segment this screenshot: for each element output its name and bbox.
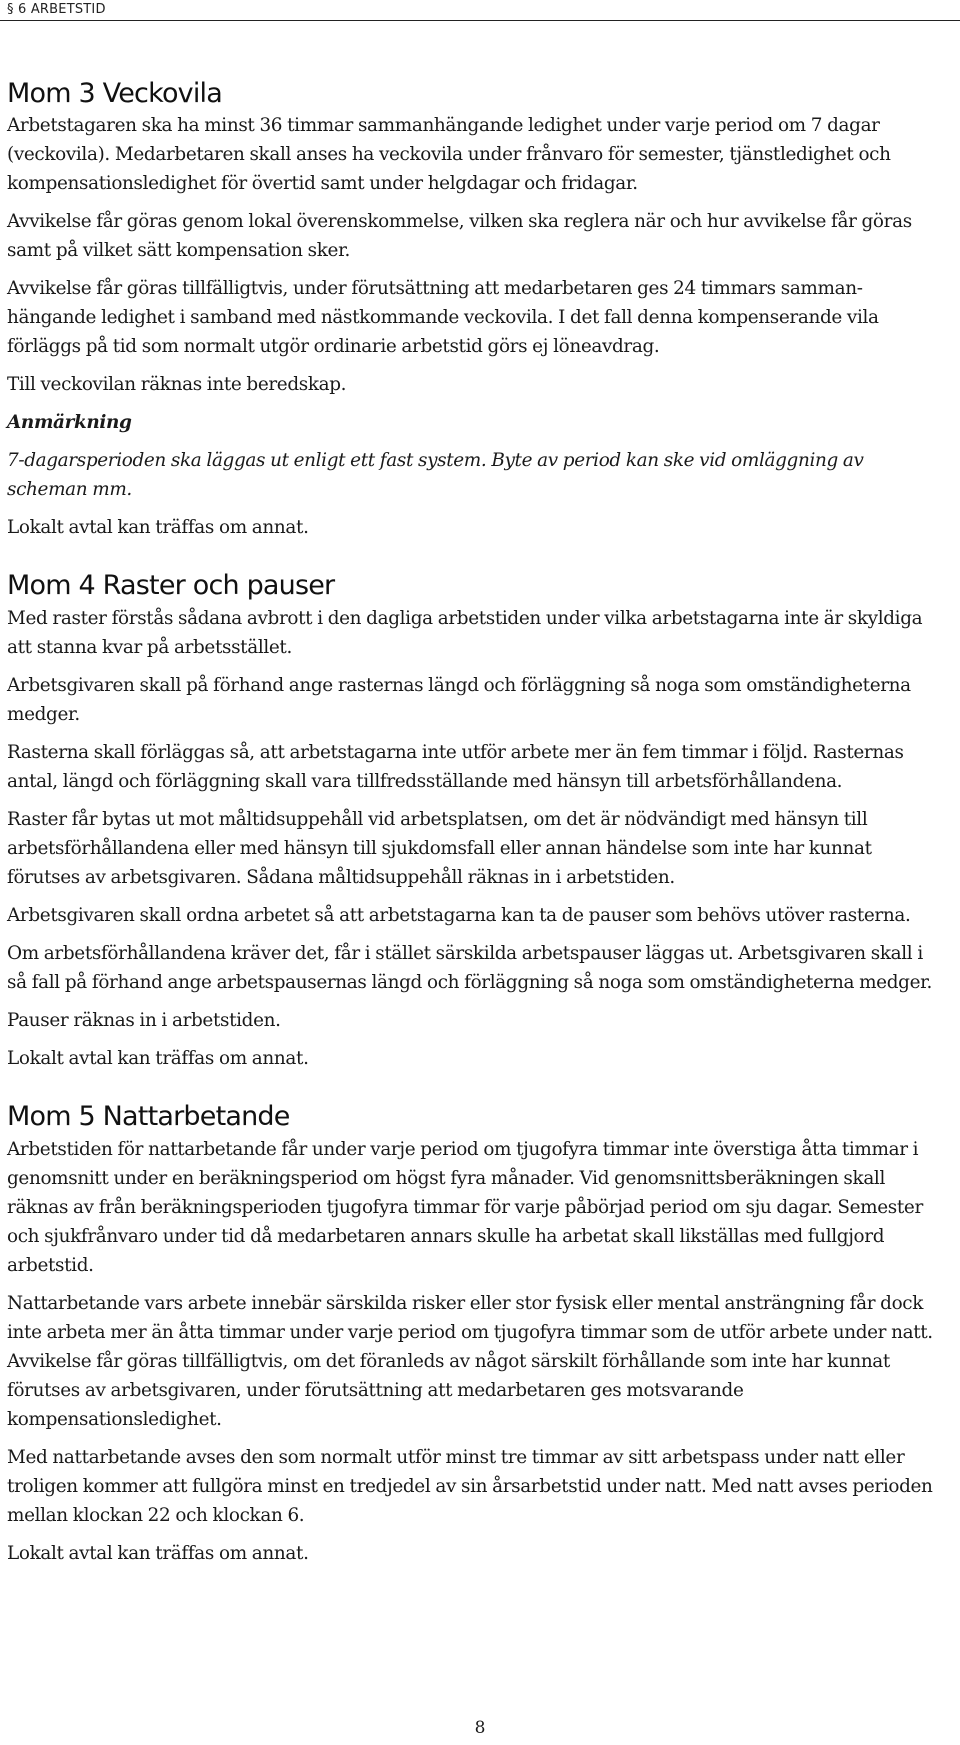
paragraph: Arbetstiden för nattarbetande får under varje period om tjugofyra timmar inte överstiga åtta timmar i genomsnitt under en beräkningsperiod om högst fyra månader. Vid genomsnittsberäkningen skall räknas av från beräkningsperioden tjugofyra timmar för varje påbörjad period om sju dagar. Semester och sjukfrånvaro under tid då medarbetaren annars skulle ha arbetat skall likställas med fullgjord arbetstid.	[7, 1139, 923, 1276]
paragraph: Rasterna skall förläggas så, att arbetstagarna inte utför arbete mer än fem timmar i följd. Rasternas antal, längd och förläggning skall vara tillfredsställande med hänsyn till arbetsförhållandena.	[7, 742, 904, 792]
page-number: 8	[474, 1718, 486, 1738]
section-mom-3	[7, 77, 934, 542]
paragraph: Om arbetsförhållandena kräver det, får i stället särskilda arbetspauser läggas ut. Arbetsgivaren skall i så fall på förhand ange arbetspausernas längd och förläggning så noga som omständigheterna medger.	[7, 943, 933, 993]
paragraph: Avvikelse får göras tillfälligtvis, under förutsättning att medarbetaren ges 24 timmars sammanhängande ledighet i samband med nästkommande veckovila. I det fall denna kompenserande vila förläggs på tid som normalt utgör ordinarie arbetstid görs ej löneavdrag.	[7, 278, 879, 357]
section-mom-5	[7, 1100, 934, 1568]
paragraph: Lokalt avtal kan träffas om annat.	[7, 517, 309, 538]
header-rule	[0, 20, 960, 21]
note-text: 7-dagarsperioden ska läggas ut enligt ett fast system. Byte av period kan ske vid omläggning av scheman mm.	[7, 450, 864, 500]
paragraph: Till veckovilan räknas inte beredskap.	[7, 374, 347, 395]
paragraph: Lokalt avtal kan träffas om annat.	[7, 1048, 309, 1069]
section-title-mom-4: Mom 4 Raster och pauser	[7, 570, 335, 601]
paragraph: Med raster förstås sådana avbrott i den dagliga arbetstiden under vilka arbetstagarna inte är skyldiga att stanna kvar på arbetsstället.	[7, 608, 923, 658]
paragraph: Avvikelse får göras genom lokal överenskommelse, vilken ska reglera när och hur avvikelse får göras samt på vilket sätt kompensation sker.	[7, 211, 912, 261]
paragraph: Arbetsgivaren skall på förhand ange rasternas längd och förläggning så noga som omständigheterna medger.	[7, 675, 911, 725]
section-title-mom-5: Mom 5 Nattarbetande	[7, 1101, 290, 1132]
paragraph: Arbetsgivaren skall ordna arbetet så att arbetstagarna kan ta de pauser som behövs utöver rasterna.	[7, 905, 911, 926]
section-mom-4	[7, 569, 934, 1073]
paragraph: Pauser räknas in i arbetstiden.	[7, 1010, 281, 1031]
note-heading: Anmärkning	[7, 412, 132, 433]
paragraph: Nattarbetande vars arbete innebär särskilda risker eller stor fysisk eller mental ansträngning får dock inte arbeta mer än åtta timmar under varje period om tjugofyra timmar som de utför arbete under natt. Avvikelse får göras tillfälligtvis, om det föranleds av något särskilt förhållande som inte har kunnat förutses av arbetsgivaren, under förutsättning att medarbetaren ges motsvarande kompensationsledighet.	[7, 1293, 933, 1430]
paragraph: Raster får bytas ut mot måltidsuppehåll vid arbetsplatsen, om det är nödvändigt med hänsyn till arbetsförhållandena eller med hänsyn till sjukdomsfall eller annan händelse som inte har kunnat förutses av arbetsgivaren. Sådana måltidsuppehåll räknas in i arbetstiden.	[7, 809, 872, 888]
paragraph: Lokalt avtal kan träffas om annat.	[7, 1543, 309, 1564]
paragraph: Arbetstagaren ska ha minst 36 timmar sammanhängande ledighet under varje period om 7 dagar (veckovila). Medarbetaren skall anses ha veckovila under frånvaro för semester, tjänstledighet och kompensationsledighet för övertid samt under helgdagar och fridagar.	[7, 115, 891, 194]
section-title-mom-3: Mom 3 Veckovila	[7, 78, 223, 109]
running-head: § 6 ARBETSTID	[7, 2, 106, 17]
paragraph: Med nattarbetande avses den som normalt utför minst tre timmar av sitt arbetspass under natt eller troligen kommer att fullgöra minst en tredjedel av sin årsarbetstid under natt. Med natt avses perioden mellan klockan 22 och klockan 6.	[7, 1447, 933, 1526]
